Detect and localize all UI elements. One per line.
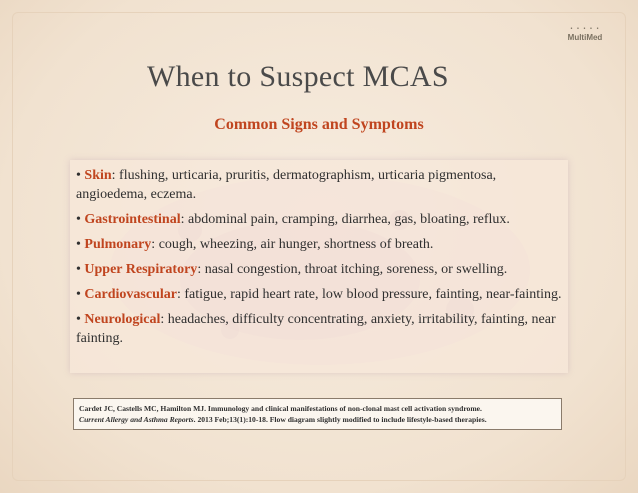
slide-subtitle: Common Signs and Symptoms — [214, 116, 424, 133]
symptom-term: Neurological — [84, 312, 161, 327]
symptom-item-cardiovascular: • Cardiovascular: fatigue, rapid heart rate, low blood pressure, fainting, near-fainting. — [76, 287, 562, 302]
symptom-description: headaches, difficulty concentrating, anxiety, irritability, fainting, near fainting. — [76, 312, 556, 346]
logo-brand: MultiMed — [567, 33, 603, 42]
slide-title: When to Suspect MCAS — [147, 60, 449, 93]
multimed-logo — [555, 27, 615, 42]
symptom-description: nasal congestion, throat itching, soreness, or swelling. — [204, 262, 508, 277]
citation-details: . 2013 Feb;13(1):10-18. Flow diagram slightly modified to include lifestyle-based therapies. — [193, 415, 487, 424]
symptom-item-neurological: • Neurological: headaches, difficulty concentrating, anxiety, irritability, fainting, near fainting. — [76, 312, 556, 346]
symptom-term: Cardiovascular — [84, 287, 177, 302]
symptom-item-upper-respiratory: • Upper Respiratory: nasal congestion, throat itching, soreness, or swelling. — [76, 262, 508, 277]
citation-journal: Current Allergy and Asthma Reports — [79, 415, 194, 424]
symptom-description: fatigue, rapid heart rate, low blood pressure, fainting, near-fainting. — [184, 287, 562, 302]
symptom-term: Pulmonary — [84, 237, 152, 252]
symptom-term: Gastrointestinal — [84, 212, 181, 227]
citation-box — [73, 398, 562, 430]
symptom-term: Upper Respiratory — [84, 262, 198, 277]
symptom-item-gastrointestinal: • Gastrointestinal: abdominal pain, cramping, diarrhea, gas, bloating, reflux. — [76, 212, 510, 227]
symptom-item-skin: • Skin: flushing, urticaria, pruritis, dermatographism, urticaria pigmentosa, angioedema, eczema. — [76, 168, 497, 202]
symptom-description: cough, wheezing, air hunger, shortness of breath. — [158, 237, 434, 252]
logo-tagline: • • • • • — [569, 26, 601, 32]
citation-authors: Cardet JC, Castells MC, Hamilton MJ. Immunology and clinical manifestations of non-clonal mast cell activation syndrome. — [79, 404, 482, 413]
symptom-item-pulmonary: • Pulmonary: cough, wheezing, air hunger, shortness of breath. — [76, 237, 434, 252]
symptom-description: abdominal pain, cramping, diarrhea, gas, bloating, reflux. — [188, 212, 510, 227]
symptom-list — [76, 166, 562, 354]
symptom-term: Skin — [84, 168, 112, 183]
symptom-description: flushing, urticaria, pruritis, dermatographism, urticaria pigmentosa, angioedema, eczema. — [76, 168, 497, 202]
